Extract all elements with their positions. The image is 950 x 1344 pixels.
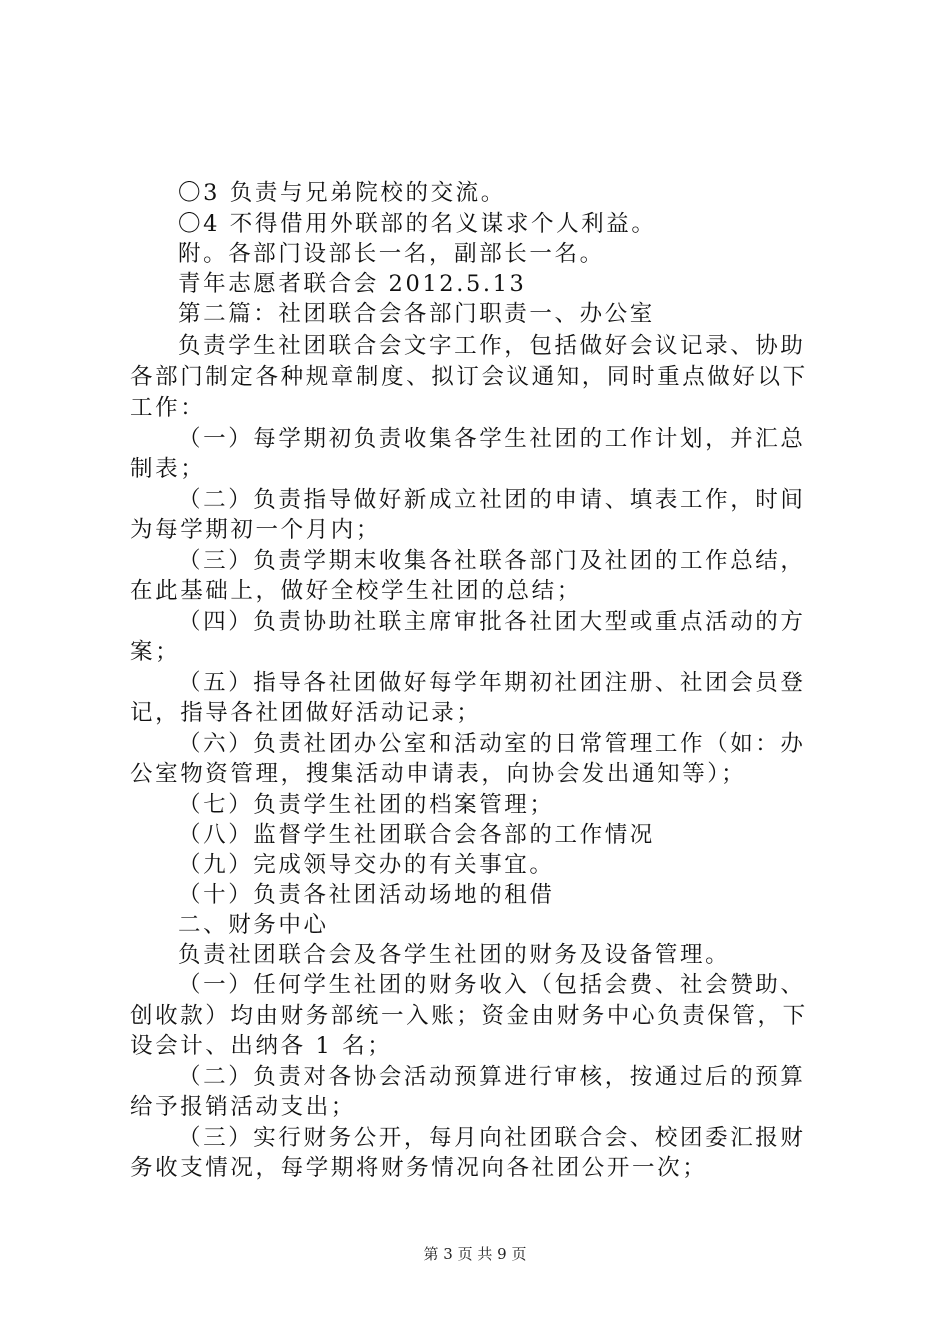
- text-line: （二）负责对各协会活动预算进行审核，按通过后的预算: [178, 1064, 806, 1090]
- text-line: （六）负责社团办公室和活动室的日常管理工作（如：办: [178, 731, 806, 757]
- text-line: 负责学生社团联合会文字工作，包括做好会议记录、协助: [178, 333, 806, 359]
- text-line: （三）负责学期末收集各社联各部门及社团的工作总结，: [178, 548, 806, 574]
- text-line: 公室物资管理，搜集活动申请表，向协会发出通知等）；: [130, 761, 747, 787]
- text-line: 设会计、出纳各 1 名；: [130, 1033, 393, 1059]
- text-line: 各部门制定各种规章制度、拟订会议通知，同时重点做好以下: [130, 364, 808, 390]
- section-heading: 第二篇：社团联合会各部门职责一、办公室: [178, 301, 655, 327]
- text-line: （二）负责指导做好新成立社团的申请、填表工作，时间: [178, 487, 806, 513]
- text-line: 记，指导各社团做好活动记录；: [130, 700, 482, 726]
- text-line: 青年志愿者联合会 2012.5.13: [178, 271, 527, 297]
- text-line: 案；: [130, 639, 181, 665]
- section-heading: 二、财务中心: [178, 912, 329, 938]
- text-line: （八）监督学生社团联合会各部的工作情况: [178, 822, 655, 848]
- text-line: （七）负责学生社团的档案管理；: [178, 792, 555, 818]
- text-line: （一）每学期初负责收集各学生社团的工作计划，并汇总: [178, 426, 806, 452]
- text-line: （五）指导各社团做好每学年期初社团注册、社团会员登: [178, 670, 806, 696]
- text-line: 为每学期初一个月内；: [130, 517, 382, 543]
- text-line: 务收支情况，每学期将财务情况向各社团公开一次；: [130, 1155, 708, 1181]
- text-line: 负责社团联合会及各学生社团的财务及设备管理。: [178, 942, 731, 968]
- text-line: 制表；: [130, 456, 206, 482]
- text-line: （一）任何学生社团的财务收入（包括会费、社会赞助、: [178, 972, 806, 998]
- text-line: 给予报销活动支出；: [130, 1094, 356, 1120]
- text-line: 在此基础上，做好全校学生社团的总结；: [130, 578, 582, 604]
- page-number-footer: 第 3 页 共 9 页: [423, 1245, 527, 1263]
- text-line: 〇3 负责与兄弟院校的交流。: [178, 180, 506, 206]
- text-line: （三）实行财务公开，每月向社团联合会、校团委汇报财: [178, 1125, 806, 1151]
- text-line: （十）负责各社团活动场地的租借: [178, 882, 555, 908]
- text-line: 附。各部门设部长一名，副部长一名。: [178, 241, 605, 267]
- text-line: 创收款）均由财务部统一入账；资金由财务中心负责保管，下: [130, 1003, 808, 1029]
- text-line: （九）完成领导交办的有关事宜。: [178, 852, 555, 878]
- text-line: 工作：: [130, 395, 206, 421]
- text-line: （四）负责协助社联主席审批各社团大型或重点活动的方: [178, 609, 806, 635]
- text-line: 〇4 不得借用外联部的名义谋求个人利益。: [178, 211, 657, 237]
